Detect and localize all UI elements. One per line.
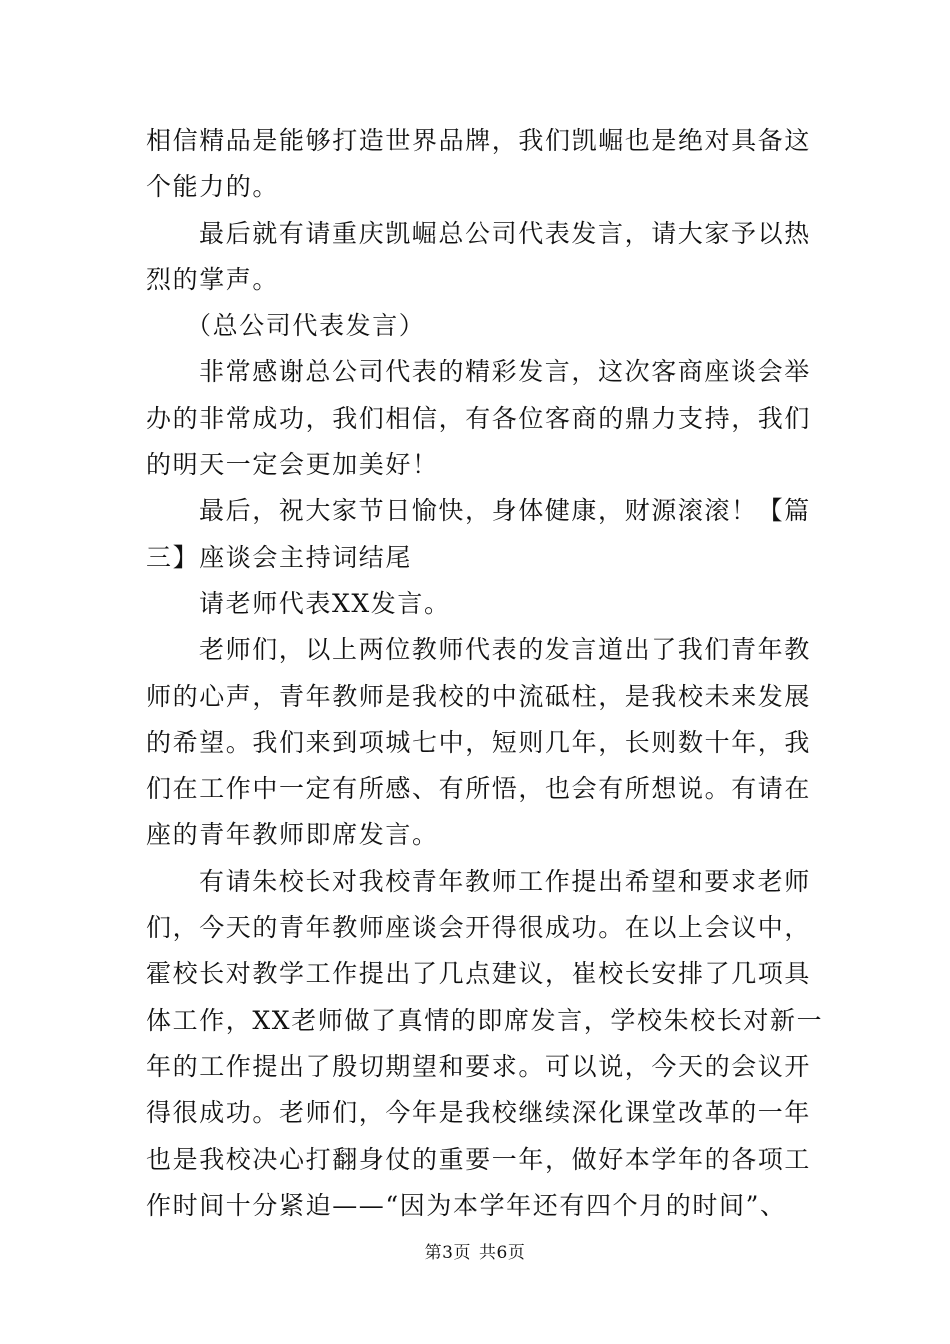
- text-line: 三】座谈会主持词结尾: [146, 542, 413, 572]
- text-line: 非常感谢总公司代表的精彩发言，这次客商座谈会举: [199, 357, 811, 387]
- text-line: 得很成功。老师们，今年是我校继续深化课堂改革的一年: [146, 1098, 812, 1128]
- text-line: 也是我校决心打翻身仗的重要一年，做好本学年的各项工: [146, 1144, 812, 1174]
- text-line: 最后，祝大家节日愉快，身体健康，财源滚滚！【篇: [199, 496, 811, 526]
- text-line: 的明天一定会更加美好！: [146, 450, 439, 480]
- text-line: 年的工作提出了殷切期望和要求。可以说，今天的会议开: [146, 1051, 812, 1081]
- text-line: 烈的掌声。: [146, 264, 280, 294]
- text-line: 的希望。我们来到项城七中，短则几年，长则数十年，我: [146, 727, 812, 757]
- text-line: 霍校长对教学工作提出了几点建议，崔校长安排了几项具: [146, 959, 812, 989]
- text-line: 请老师代表XX发言。: [199, 588, 451, 618]
- text-line: 有请朱校长对我校青年教师工作提出希望和要求老师: [199, 866, 811, 896]
- text-line: 作时间十分紧迫——“因为本学年还有四个月的时间”、: [146, 1190, 787, 1220]
- text-line: 办的非常成功，我们相信，有各位客商的鼎力支持，我们: [146, 403, 812, 433]
- text-line: 最后就有请重庆凯崛总公司代表发言，请大家予以热: [199, 218, 811, 248]
- text-line: 们在工作中一定有所感、有所悟，也会有所想说。有请在: [146, 774, 812, 804]
- text-line: （总公司代表发言）: [186, 311, 426, 341]
- page-footer: [0, 1238, 950, 1263]
- text-line: 相信精品是能够打造世界品牌，我们凯崛也是绝对具备这: [146, 126, 812, 155]
- text-line: 体工作，XX老师做了真情的即席发言，学校朱校长对新一: [146, 1005, 824, 1035]
- text-line: 座的青年教师即席发言。: [146, 820, 439, 850]
- text-line: 老师们，以上两位教师代表的发言道出了我们青年教: [199, 635, 811, 665]
- text-line: 个能力的。: [146, 172, 280, 202]
- document-body: [146, 118, 824, 1229]
- text-line: 师的心声，青年教师是我校的中流砥柱，是我校未来发展: [146, 681, 812, 711]
- page-number: 第3页: [424, 1243, 471, 1263]
- text-line: 们，今天的青年教师座谈会开得很成功。在以上会议中，: [146, 913, 812, 943]
- page-total: 共6页: [479, 1243, 526, 1263]
